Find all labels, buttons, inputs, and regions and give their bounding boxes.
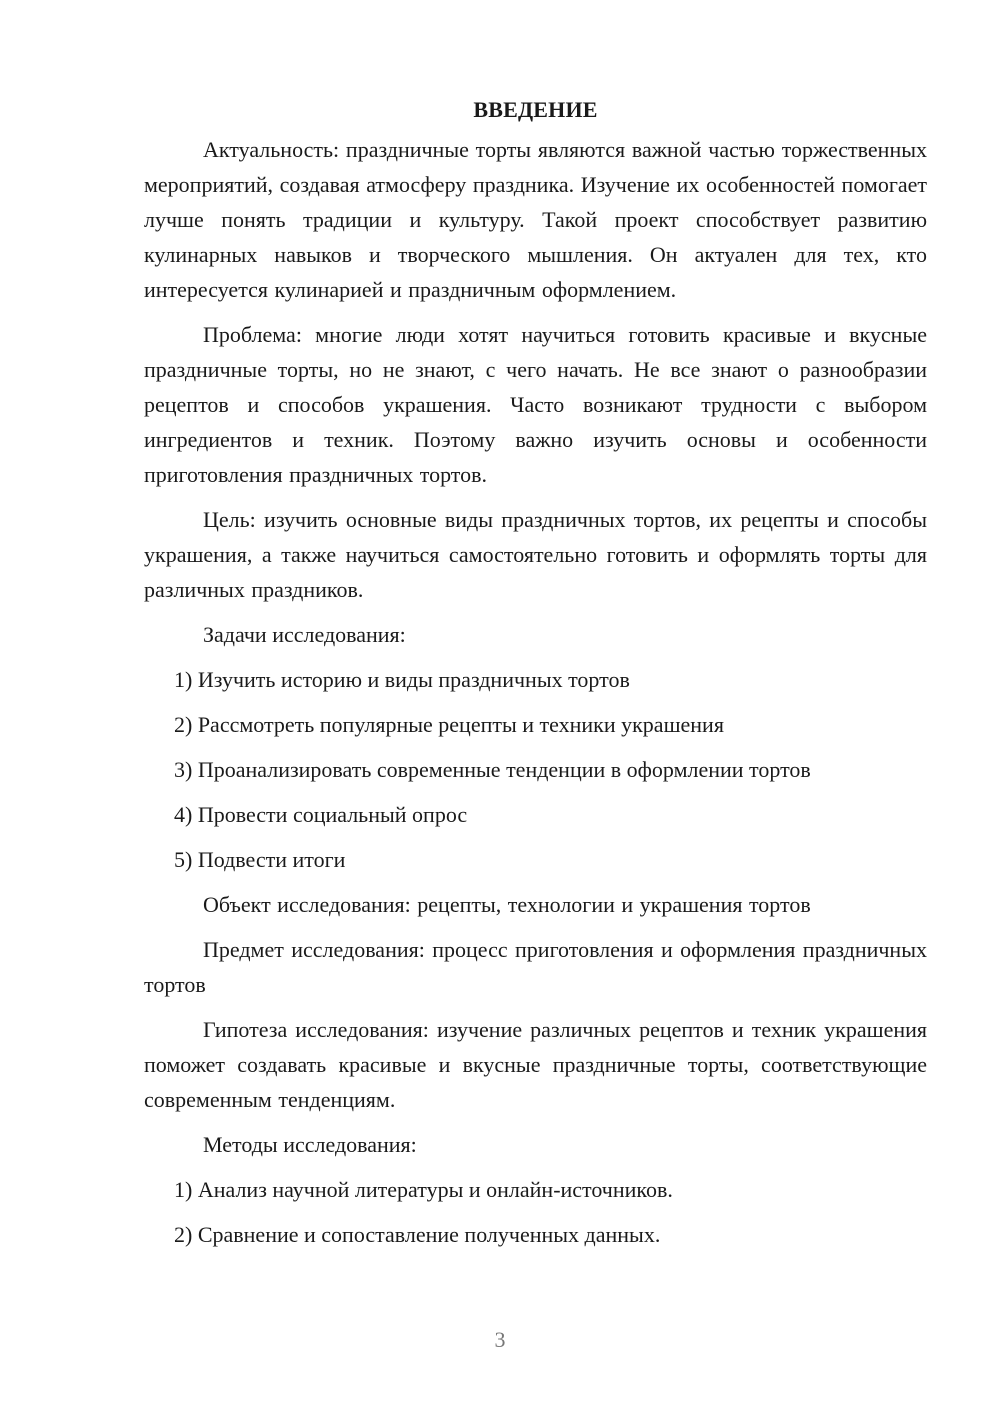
task-item-5: 5) Подвести итоги (174, 847, 346, 872)
task-item-1: 1) Изучить историю и виды праздничных тортов (174, 667, 630, 692)
method-item-2: 2) Сравнение и сопоставление полученных данных. (174, 1222, 661, 1247)
task-item-2: 2) Рассмотреть популярные рецепты и техники украшения (174, 712, 724, 737)
document-page (144, 92, 927, 1262)
methods-heading: Методы исследования: (203, 1132, 417, 1157)
object-paragraph: Объект исследования: рецепты, технологии и украшения тортов (203, 892, 811, 917)
tasks-heading: Задачи исследования: (203, 622, 406, 647)
problem-paragraph: Проблема: многие люди хотят научиться готовить красивые и вкусные праздничные торты, но не знают, с чего начать. Не все знают о разнообразии рецептов и способов украшения. Часто возникают трудности с выбором ингредиентов и техник. Поэтому важно изучить основы и особенности приготовления праздничных тортов. (144, 322, 927, 487)
hypothesis-paragraph: Гипотеза исследования: изучение различных рецептов и техник украшения поможет создавать красивые и вкусные праздничные торты, соответствующие современным тенденциям. (144, 1017, 927, 1112)
goal-paragraph: Цель: изучить основные виды праздничных тортов, их рецепты и способы украшения, а также научиться самостоятельно готовить и оформлять торты для различных праздников. (144, 507, 927, 602)
task-item-4: 4) Провести социальный опрос (174, 802, 468, 827)
method-item-1: 1) Анализ научной литературы и онлайн-источников. (174, 1177, 673, 1202)
subject-paragraph: Предмет исследования: процесс приготовления и оформления праздничных тортов (144, 937, 927, 997)
relevance-paragraph: Актуальность: праздничные торты являются важной частью торжественных мероприятий, создавая атмосферу праздника. Изучение их особенностей помогает лучше понять традиции и культуру. Такой проект способствует развитию кулинарных навыков и творческого мышления. Он актуален для тех, кто интересуется кулинарией и праздничным оформлением. (144, 137, 927, 302)
task-item-3: 3) Проанализировать современные тенденции в оформлении тортов (174, 757, 811, 782)
page-number: 3 (494, 1327, 506, 1352)
page-title: ВВЕДЕНИЕ (473, 97, 598, 122)
